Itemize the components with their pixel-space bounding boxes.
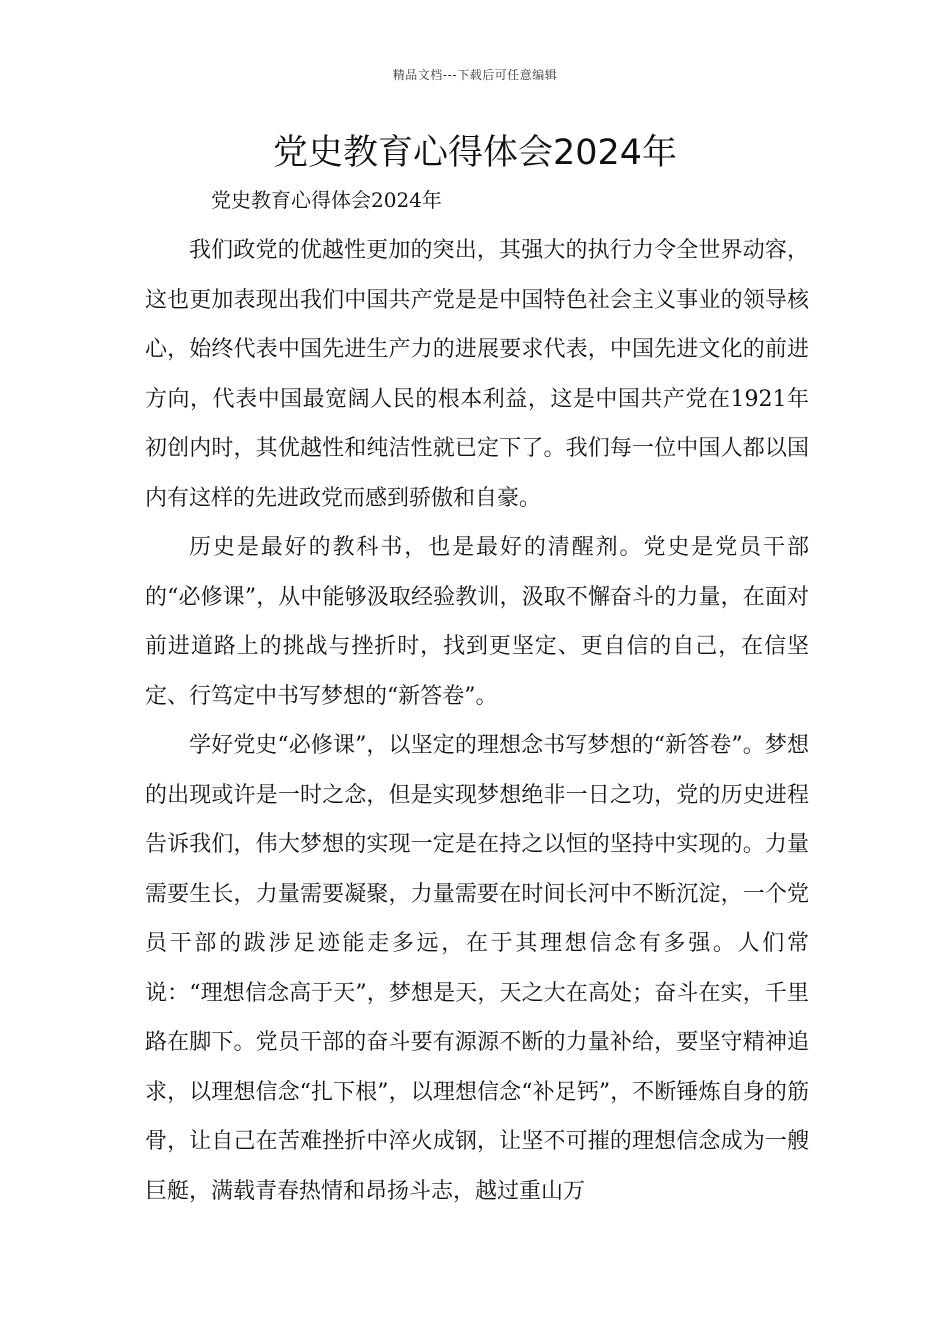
document-body	[145, 177, 809, 1216]
page-header: 精品文档---下载后可任意编辑	[392, 68, 558, 82]
paragraph-3: 学好党史“必修课”，以坚定的理想念书写梦想的“新答卷”。梦想的出现或许是一时之念，但是实现梦想绝非一日之功，党的历史进程告诉我们，伟大梦想的实现一定是在持之以恒的坚持中实现的。力量需要生长，力量需要凝聚，力量需要在时间长河中不断沉淀，一个党员干部的跋涉足迹能走多远，在于其理想信念有多强。人们常说：“理想信念高于天”，梦想是天，天之大在高处；奋斗在实，千里路在脚下。党员干部的奋斗要有源源不断的力量补给，要坚守精神追求，以理想信念“扎下根”，以理想信念“补足钙”，不断锤炼自身的筋骨，让自己在苦难挫折中淬火成钢，让坚不可摧的理想信念成为一艘巨艇，满载青春热情和昂扬斗志，越过重山万	[145, 733, 809, 1204]
document-subtitle: 党史教育心得体会2024年	[211, 188, 442, 212]
paragraph-1: 我们政党的优越性更加的突出，其强大的执行力令全世界动容，这也更加表现出我们中国共产党是是中国特色社会主义事业的领导核心，始终代表中国先进生产力的进展要求代表，中国先进文化的前进方向，代表中国最宽阔人民的根本利益，这是中国共产党在1921年初创内时，其优越性和纯洁性就已定下了。我们每一位中国人都以国内有这样的先进政党而感到骄傲和自豪。	[145, 238, 809, 511]
paragraph-2: 历史是最好的教科书，也是最好的清醒剂。党史是党员干部的“必修课”，从中能够汲取经验教训，汲取不懈奋斗的力量，在面对前进道路上的挑战与挫折时，找到更坚定、更自信的自己，在信坚定、行笃定中书写梦想的“新答卷”。	[145, 535, 809, 709]
document-title: 党史教育心得体会2024年	[272, 133, 678, 173]
